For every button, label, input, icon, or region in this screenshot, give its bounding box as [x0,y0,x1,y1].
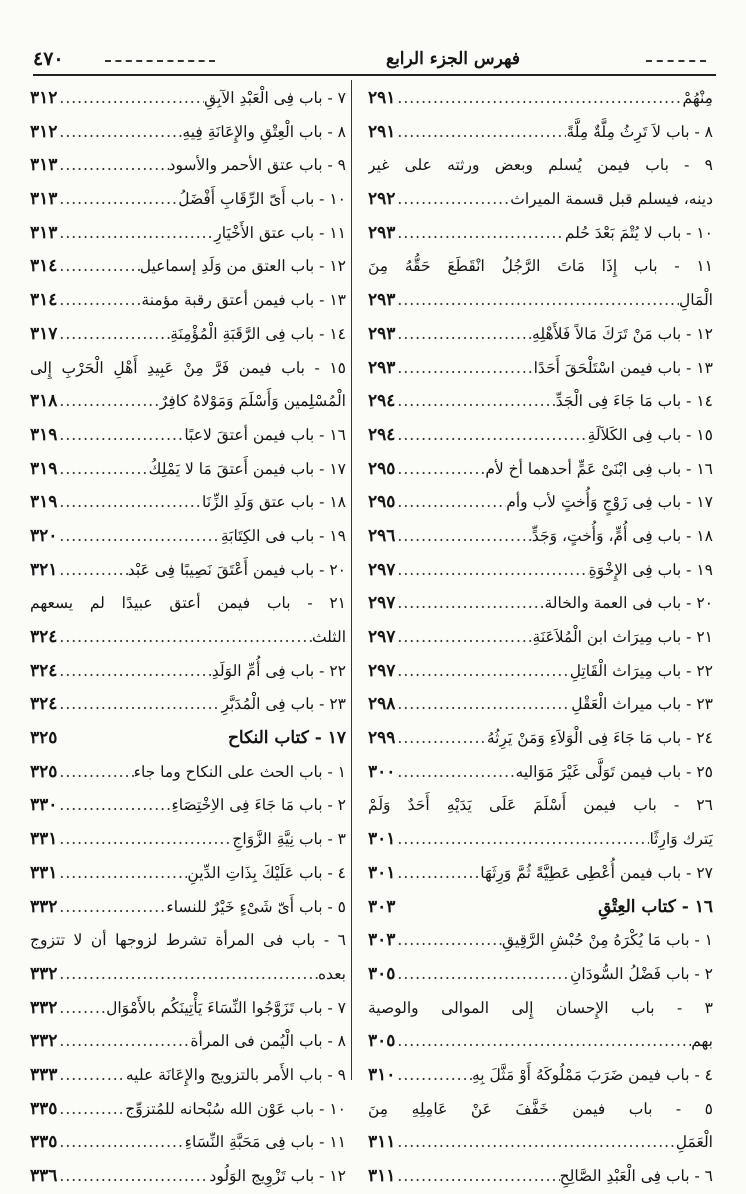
dot-leader [395,655,569,689]
entry-title: بهم [691,1032,713,1051]
index-entry [368,823,713,857]
entry-title: ٩ - باب عتق الأحمر والأسود [168,156,346,175]
entry-title: بعده [317,964,346,983]
index-entry [368,587,713,621]
entry-page-number: ٣١٣ [30,189,58,210]
index-entry [368,82,713,116]
dot-leader [395,453,485,487]
entry-page-number: ٣١٨ [30,391,58,412]
dot-leader [395,352,533,386]
index-entry [30,250,346,284]
entry-page-number: ٣١١ [368,1166,396,1186]
entry-title: يَترك وَارِثًا [649,830,713,849]
entry-title: ٦ - باب فى المرأة تشرط لزوجها أن لا تتزوج [30,931,346,950]
index-entry [30,688,346,722]
entry-title: ١٢ - باب تَزْوِيج الوَلُود [209,1167,346,1185]
dot-leader [395,924,502,958]
index-entry [30,453,346,487]
index-entry [30,116,346,150]
entry-title: ٤ - باب عَلَيْكَ بِذَاتِ الدِّينِ [187,863,346,882]
entry-page-number: ٢٩٧ [368,593,396,614]
dot-leader [57,554,127,588]
dot-leader [57,453,148,487]
index-entry [368,924,713,958]
entry-page-number: ٣٠١ [368,829,396,850]
header-rule-dashes-right [646,60,706,62]
dot-leader [395,318,532,352]
entry-title: مِنْهُمْ [682,89,713,107]
index-entry [30,284,346,318]
entry-page-number: ٢٩٨ [368,694,396,715]
entry-page-number: ٣٢٥ [30,761,58,782]
dot-leader [395,82,682,116]
entry-page-number: ٣١٠ [368,1064,396,1085]
entry-page-number: ٢٩١ [368,88,396,108]
dot-leader [57,1025,190,1059]
entry-title: ٢ - باب فَضْلُ السُّودَانِ [570,964,713,983]
entry-page-number: ٣٠٥ [368,1031,396,1052]
index-entry [30,385,346,419]
index-entry [368,149,713,183]
dot-leader [57,1059,125,1093]
dot-leader [57,1160,209,1194]
index-entry [30,958,346,992]
dot-leader [57,992,106,1026]
entry-page-number: ٣١١ [368,1132,396,1153]
entry-page-number: ٣٣١ [30,862,58,883]
index-entry [30,621,346,655]
entry-title: ١٨ - باب عتق وَلَدِ الزِّنَا [202,493,346,512]
entry-page-number: ٣١٩ [30,492,58,513]
entry-title: ١٠ - باب لا يُتْمَ بَعْدَ حُلم [564,223,713,242]
entry-page-number: ٢٩٤ [368,391,396,412]
index-entry [30,823,346,857]
entry-title: ٨ - باب لاَ تَرِثُ مِلَّةٌ مِلَّةً [566,122,713,141]
index-entry [30,318,346,352]
entry-page-number: ٣٣٢ [30,997,58,1018]
dot-leader [57,1093,125,1127]
entry-title: ٧ - باب فِى الْعَبْدِ الآبِقِ [204,89,346,107]
entry-page-number: ٣٠١ [368,862,396,883]
entry-page-number: ٣٣٦ [30,1166,58,1186]
entry-title: ١٥ - باب فِى الكَلاَلَةِ [587,425,713,444]
entry-title: ٤ - باب فيمن ضَرَبَ مَمْلُوكَهُ أَوْ مَثَّلَ بِهِ [472,1065,713,1084]
dot-leader [57,217,214,251]
entry-page-number: ٣١٢ [30,121,58,142]
entry-title: ١٢ - باب مَنْ تَرَكَ مَالاً فَلأَهْلِهِ [532,324,713,343]
index-entry [368,621,713,655]
entry-title: ٢٣ - باب ميراث الْعَقْلِ [571,695,713,714]
index-entry [368,352,713,386]
page-number: ٤٧٠ [33,48,64,70]
entry-page-number: ٣٣٥ [30,1132,58,1153]
index-entry [368,486,713,520]
running-title: فهرس الجزء الرابع [386,49,520,69]
entry-title: ٦ - باب فِى الْعَبْدِ الصَّالِحِ [559,1167,713,1185]
dot-leader [57,116,182,150]
index-entry [368,1126,713,1160]
index-entry [368,419,713,453]
entry-title: ١ - باب الحث على النكاح وما جاء [133,762,346,781]
entry-title: ١٤ - باب مَا جَاءَ فِى الْجَدِّ [555,392,713,411]
dot-leader [57,857,187,891]
entry-page-number: ٣٢٤ [30,660,58,681]
index-entry [30,217,346,251]
dot-leader [395,823,649,857]
entry-title: ١٣ - باب فيمن اسْتَلْحَقَ أَحَدًا [533,358,713,377]
index-column-right [368,82,713,1194]
dot-leader [395,1059,472,1093]
entry-page-number: ٣٠٥ [368,963,396,984]
entry-title: الْمَالِ [679,291,713,310]
index-entry [30,756,346,790]
index-entry [368,1025,713,1059]
entry-page-number: ٢٩٣ [368,357,396,378]
dot-leader [57,655,211,689]
index-entry [368,1160,713,1194]
dot-leader [395,756,515,790]
dot-leader [57,688,221,722]
section-heading [368,891,713,925]
entry-page-number: ٢٩٩ [368,728,396,749]
index-entry [368,554,713,588]
dot-leader [57,789,171,823]
entry-page-number: ٢٩٢ [368,189,396,210]
entry-page-number: ٣٣٣ [30,1064,58,1085]
entry-title: ٥ - باب أَىّ شَىْءٍ خَيْرٌ للنساء [166,897,346,916]
index-entry [30,1093,346,1127]
index-entry [368,217,713,251]
index-entry [30,924,346,958]
entry-page-number: ٣٣٢ [30,1031,58,1052]
index-entry [368,453,713,487]
entry-title: ١ - باب مَا يُكْرَهُ مِنْ حُبْشِ الرَّقِيقِ [502,931,713,950]
index-entry [30,789,346,823]
entry-title: ٢٢ - باب مِيرَاث الْقَاتِلِ [569,661,713,680]
entry-page-number: ٢٩١ [368,121,396,142]
entry-page-number: ٢٩٥ [368,492,396,513]
entry-title: ١٧ - باب فيمن أَعتقَ مَا لا يَمْلِكُ [148,459,346,478]
dot-leader [57,1126,184,1160]
entry-title: ٢١ - باب مِيرَاث ابن الْمُلاَعَنَةِ [532,628,713,646]
dot-leader [395,520,531,554]
entry-title: ٧ - باب تَزَوَّجُوا النِّسَاءَ يَأْتِينَكُم بالأَمْوَال [106,998,346,1017]
dot-leader [57,149,168,183]
dot-leader [395,217,564,251]
dot-leader [395,722,486,756]
index-entry [368,992,713,1026]
entry-page-number: ٣١٤ [30,290,58,311]
entry-title: ٢٧ - باب فيمن أُعْطِى عَطِيَّةً ثُمَّ وَرِثَهَا [480,863,713,882]
dot-leader [57,486,202,520]
entry-title: ٢٠ - باب فى العمة والخالة [544,594,713,613]
index-entry [30,149,346,183]
entry-title: ٩ - باب الأَمر بالتزويج والإِعَانَة عليه [125,1065,346,1084]
index-entry [368,1059,713,1093]
entry-title: ١٠ - باب عَوْن الله سُبْحانه للمُتزوِّج [125,1099,346,1118]
entry-page-number: ٣٠٣ [368,930,396,951]
entry-title: ٢٠ - باب فيمن أَعْتَقَ نَصِيبًا فِى عَبْد [127,560,346,579]
entry-page-number: ٢٩٤ [368,424,396,445]
entry-page-number: ٣٢٥ [30,728,58,749]
entry-title: ١٣ - باب فيمن أعتق رقبة مؤمنة [141,291,346,310]
section-heading [30,722,346,756]
index-entry [30,655,346,689]
column-divider [351,80,352,1080]
dot-leader [395,116,566,150]
dot-leader [395,587,544,621]
dot-leader [395,486,506,520]
entry-page-number: ٣١٣ [30,222,58,243]
dot-leader [395,284,679,318]
entry-page-number: ٣١٧ [30,323,58,344]
entry-page-number: ٣٣٥ [30,1098,58,1119]
entry-page-number: ٣١٢ [30,88,58,108]
dot-leader [395,1126,675,1160]
dot-leader [395,385,555,419]
index-entry [30,587,346,621]
index-entry [30,1059,346,1093]
entry-page-number: ٣٣١ [30,829,58,850]
index-entry [30,520,346,554]
index-entry [368,1093,713,1127]
entry-page-number: ٢٩٧ [368,559,396,580]
dot-leader [395,419,587,453]
entry-page-number: ٣٢٤ [30,694,58,715]
entry-title: ١٧ - باب فِى زَوْجٍ وَأُختٍ لأب وأم [506,493,713,512]
entry-title: ١٧ - كتاب النكاح [227,728,346,749]
dot-leader [57,385,159,419]
index-entry [30,486,346,520]
entry-title: ١٦ - كتاب العِتْقِ [598,896,713,917]
entry-title: ١٥ - باب فيمن فَرَّ مِنْ عَبِيدِ أَهْلِ الْحَرْبِ إِلى [30,358,346,377]
index-entry [30,1160,346,1194]
entry-title: ٢٥ - باب فيمن تَوَلَّى غَيْرَ مَوَاليه [515,762,713,781]
dot-leader [57,419,184,453]
dot-leader [395,958,570,992]
entry-page-number: ٢٩٣ [368,323,396,344]
entry-title: ١٩ - باب فى الكِتَابَةِ [220,526,346,545]
entry-title: ١٨ - باب فِى أُمٍّ، وَأُختٍ، وَجَدٍّ [531,526,713,545]
index-entry [368,722,713,756]
entry-page-number: ٢٩٦ [368,525,396,546]
index-entry [30,857,346,891]
index-entry [30,891,346,925]
entry-page-number: ٣٢٠ [30,525,58,546]
entry-page-number: ٢٩٣ [368,222,396,243]
entry-title: ٢ - باب مَا جَاءَ فِى الاِخْتِصَاءِ [171,796,346,815]
page-header [33,48,716,76]
dot-leader [57,891,166,925]
entry-title: ١١ - باب إِذَا مَاتَ الرَّجُلُ انْقَطَعَ حَقُّهُ مِنَ [368,257,713,276]
dot-leader [57,756,133,790]
entry-page-number: ٢٩٧ [368,660,396,681]
entry-page-number: ٣١٩ [30,424,58,445]
index-entry [368,655,713,689]
entry-title: ١١ - باب عتق الأَخْيَارِ [214,223,346,242]
index-entry [30,419,346,453]
index-entry [30,82,346,116]
entry-page-number: ٢٩٥ [368,458,396,479]
entry-page-number: ٣١٩ [30,458,58,479]
entry-page-number: ٣٣٢ [30,963,58,984]
dot-leader [57,318,170,352]
dot-leader [395,621,532,655]
dot-leader [395,688,571,722]
index-entry [368,958,713,992]
entry-title: ٣ - باب الإِحسان إِلى الموالى والوصية [368,998,713,1017]
dot-leader [395,1160,559,1194]
index-entry [30,352,346,386]
dot-leader [395,183,510,217]
entry-title: ٨ - باب الْيُمن فى المرأة [190,1032,346,1051]
entry-page-number: ٣٣٠ [30,795,58,816]
index-entry [368,688,713,722]
entry-title: ١٦ - باب فيمن أعتقَ لاعبًا [184,425,346,444]
entry-page-number: ٣١٤ [30,256,58,277]
dot-leader [395,857,480,891]
index-entry [30,992,346,1026]
entry-title: ١٢ - باب العتق من وَلَدِ إسماعيل [139,257,346,276]
entry-title: ١٩ - باب فِى الإِخْوَةِ [588,560,713,579]
entry-title: ٩ - باب فيمن يُسلم وبعض ورثته على غير [368,156,713,175]
index-entry [368,318,713,352]
index-entry [368,284,713,318]
dot-leader [395,1025,691,1059]
entry-title: ١٠ - باب أَىّ الرِّقَابِ أَفْضَلُ [178,190,346,209]
dot-leader [57,823,232,857]
dot-leader [395,554,588,588]
dot-leader [57,958,318,992]
entry-title: ١٦ - باب فِى ابْنَىْ عَمٍّ أحدهما أخ لأم [485,459,713,478]
header-rule-dashes [105,60,215,62]
entry-page-number: ٢٩٧ [368,627,396,647]
entry-page-number: ٢٩٣ [368,290,396,311]
index-column-left [30,82,346,1194]
entry-page-number: ٣١٣ [30,155,58,176]
index-entry [30,183,346,217]
entry-title: دينه، فيسلم قبل قسمة الميراث [510,190,713,209]
index-entry [368,385,713,419]
entry-title: ١٤ - باب فِى الرَّقَبَةِ الْمُؤْمِنَةِ [170,324,346,343]
index-entry [30,1025,346,1059]
entry-title: ٣ - باب نِيَّةِ الزَّوَاجِ [232,830,346,849]
entry-title: ٥ - باب فيمن خَفَّفَ عَنْ عَامِلِهِ مِنَ [368,1099,713,1118]
dot-leader [57,82,204,116]
index-entry [368,116,713,150]
entry-title: ٢٦ - باب فيمن أَسْلَمَ عَلَى يَدَيْهِ أَحَدٌ وَلَمْ [368,796,713,815]
entry-title: الْعَمَلِ [675,1133,713,1152]
index-entry [30,1126,346,1160]
entry-title: ٢٣ - باب فِى الْمُدَبَّرِ [221,695,346,714]
entry-title: ٢٢ - باب فِى أُمِّ الوَلَدِ [211,661,346,680]
index-entry [30,554,346,588]
entry-title: ٨ - باب الْعِتْقِ والإِعَانَةِ فِيهِ [182,122,346,141]
entry-title: الْمُسْلِمين وَأَسْلَمَ وَمَوْلاهُ كافِرٌ [159,392,346,411]
dot-leader [57,250,139,284]
entry-title: ٢٤ - باب مَا جَاءَ فِى الْوَلاَءِ وَمَنْ يَرِثُهُ [486,729,713,748]
dot-leader [57,520,220,554]
entry-title: ٢١ - باب فيمن أعتق عبيدًا لم يسعهم [30,594,346,613]
index-entry [368,789,713,823]
index-entry [368,183,713,217]
index-entry [368,756,713,790]
entry-page-number: ٣٢١ [30,559,58,580]
entry-page-number: ٣٠٠ [368,761,396,782]
index-entry [368,857,713,891]
dot-leader [57,621,312,655]
dot-leader [57,284,141,318]
index-entry [368,520,713,554]
index-entry [368,250,713,284]
entry-page-number: ٣٠٣ [368,896,396,917]
entry-page-number: ٣٣٢ [30,896,58,917]
dot-leader [57,183,178,217]
entry-title: ١١ - باب فِى مَحَبَّةِ النِّسَاءِ [184,1133,346,1152]
entry-title: الثلث [311,628,346,646]
entry-page-number: ٣٢٤ [30,627,58,647]
